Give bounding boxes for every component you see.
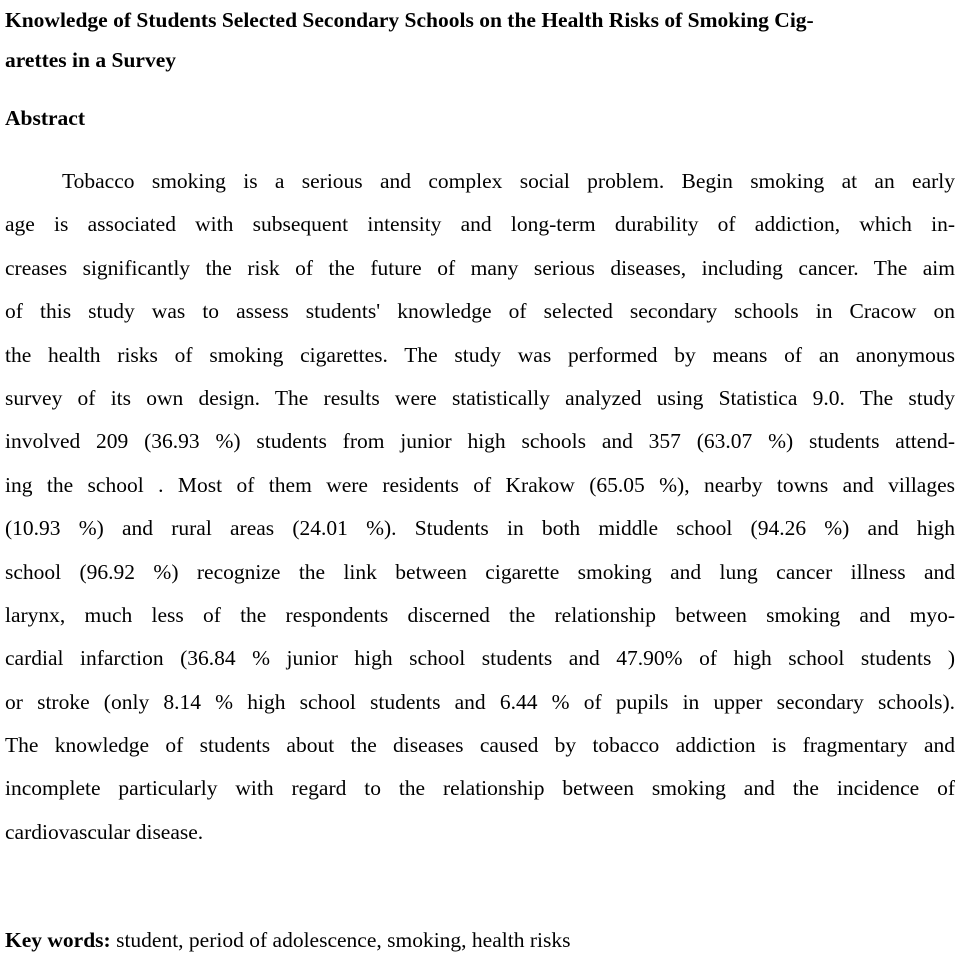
abstract-heading: Abstract: [5, 106, 86, 130]
abstract-line: incomplete particularly with regard to the relationship between smoking and the incidence of: [5, 776, 955, 801]
abstract-line: The knowledge of students about the diseases caused by tobacco addiction is fragmentary and: [5, 733, 955, 758]
abstract-line: the health risks of smoking cigarettes. The study was performed by means of an anonymous: [5, 342, 955, 367]
abstract-line: school (96.92 %) recognize the link between cigarette smoking and lung cancer illness and: [5, 559, 955, 584]
abstract-line: (10.93 %) and rural areas (24.01 %). Students in both middle school (94.26 %) and high: [5, 516, 955, 541]
title-line-2: arettes in a Survey: [5, 48, 176, 72]
keywords: [5, 922, 570, 958]
abstract-line: creases significantly the risk of the future of many serious diseases, including cancer. The aim: [5, 255, 955, 280]
abstract-line: larynx, much less of the respondents discerned the relationship between smoking and myo-: [5, 602, 955, 627]
abstract-line: cardiovascular disease.: [5, 819, 204, 844]
abstract-line: age is associated with subsequent intensity and long-term durability of addiction, which in-: [5, 212, 955, 237]
abstract-line: or stroke (only 8.14 % high school students and 6.44 % of pupils in upper secondary schools).: [5, 689, 955, 714]
keywords-label: Key words:: [5, 928, 111, 952]
abstract-line: Tobacco smoking is a serious and complex social problem. Begin smoking at an early: [62, 169, 955, 193]
title-line-1: Knowledge of Students Selected Secondary Schools on the Health Risks of Smoking Cig-: [5, 8, 814, 32]
abstract-line: cardial infarction (36.84 % junior high school students and 47.90% of high school students ): [5, 646, 955, 671]
abstract-line: ing the school . Most of them were residents of Krakow (65.05 %), nearby towns and villages: [5, 472, 955, 497]
abstract-line: survey of its own design. The results were statistically analyzed using Statistica 9.0. The study: [5, 385, 955, 410]
paper-title: [5, 0, 955, 80]
keywords-text: student, period of adolescence, smoking, health risks: [110, 928, 571, 952]
abstract-line: involved 209 (36.93 %) students from junior high schools and 357 (63.07 %) students attend-: [5, 429, 955, 454]
abstract-line: of this study was to assess students' knowledge of selected secondary schools in Cracow on: [5, 299, 955, 324]
abstract-body: [5, 160, 955, 854]
